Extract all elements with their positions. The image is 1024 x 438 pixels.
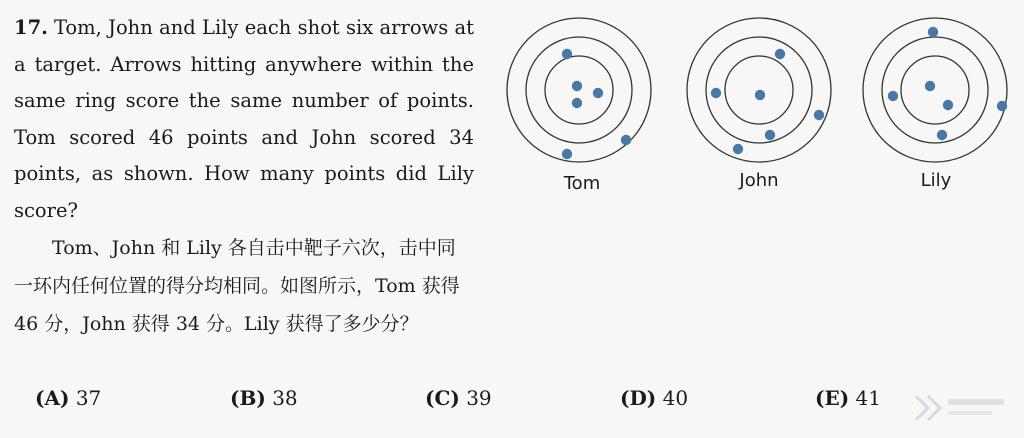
arrow-dot bbox=[997, 101, 1007, 111]
problem-chinese: Tom、John 和 Lily 各自击中靶子六次，击中同一环内任何位置的得分均相同。如图所示，Tom 获得 46 分，John 获得 34 分。Lily 获得了多少分？ bbox=[14, 237, 460, 335]
answer-choices bbox=[35, 386, 1015, 422]
answer-a[interactable] bbox=[35, 386, 101, 410]
arrow-dot bbox=[937, 130, 947, 140]
arrow-dot bbox=[562, 149, 572, 159]
arrow-dot bbox=[775, 49, 785, 59]
arrow-dot bbox=[814, 110, 824, 120]
answer-letter: (A) bbox=[35, 386, 70, 410]
problem-block bbox=[14, 10, 474, 343]
arrow-dot bbox=[593, 88, 603, 98]
targets-svg bbox=[500, 14, 1020, 199]
answer-b[interactable] bbox=[230, 386, 298, 410]
ring-outer bbox=[863, 18, 1007, 162]
ring-third bbox=[882, 37, 988, 143]
targets-figure bbox=[500, 14, 1020, 199]
answer-value: 40 bbox=[662, 386, 689, 410]
arrow-dot bbox=[572, 98, 582, 108]
answer-value: 41 bbox=[855, 386, 881, 410]
target-lily bbox=[863, 18, 1007, 191]
answer-value: 37 bbox=[75, 386, 102, 410]
target-label-lily: Lily bbox=[920, 170, 952, 191]
answer-c[interactable] bbox=[425, 386, 492, 410]
answer-d[interactable] bbox=[620, 386, 688, 410]
arrow-dot bbox=[572, 81, 582, 91]
arrow-dot bbox=[765, 130, 775, 140]
answer-value: 38 bbox=[272, 386, 298, 410]
arrow-dot bbox=[755, 90, 765, 100]
arrow-dot bbox=[621, 135, 631, 145]
arrow-dot bbox=[925, 81, 935, 91]
answer-letter: (D) bbox=[620, 386, 657, 410]
problem-number: 17. bbox=[14, 16, 48, 39]
arrow-dot bbox=[943, 100, 953, 110]
watermark-logo-icon bbox=[912, 390, 1008, 424]
arrow-dot bbox=[562, 49, 572, 59]
target-label-tom: Tom bbox=[563, 173, 601, 194]
target-label-john: John bbox=[739, 170, 779, 191]
arrow-dot bbox=[711, 88, 721, 98]
arrow-dot bbox=[733, 144, 743, 154]
arrow-dot bbox=[888, 91, 898, 101]
answer-letter: (B) bbox=[230, 386, 266, 410]
answer-value: 39 bbox=[466, 386, 492, 410]
ring-second bbox=[901, 56, 969, 124]
target-tom bbox=[507, 18, 651, 194]
answer-letter: (C) bbox=[425, 386, 460, 410]
problem-english-text: Tom, John and Lily each shot six arrows at a target. Arrows hitting anywhere within the same ring score the same number of points. Tom scored 46 points and John scored 34 points, as shown. How many points did Lily score? bbox=[14, 16, 474, 222]
target-john bbox=[687, 18, 831, 191]
answer-e[interactable] bbox=[815, 386, 881, 410]
answer-letter: (E) bbox=[815, 386, 850, 410]
problem-english bbox=[14, 10, 474, 229]
arrow-dot bbox=[928, 27, 938, 37]
